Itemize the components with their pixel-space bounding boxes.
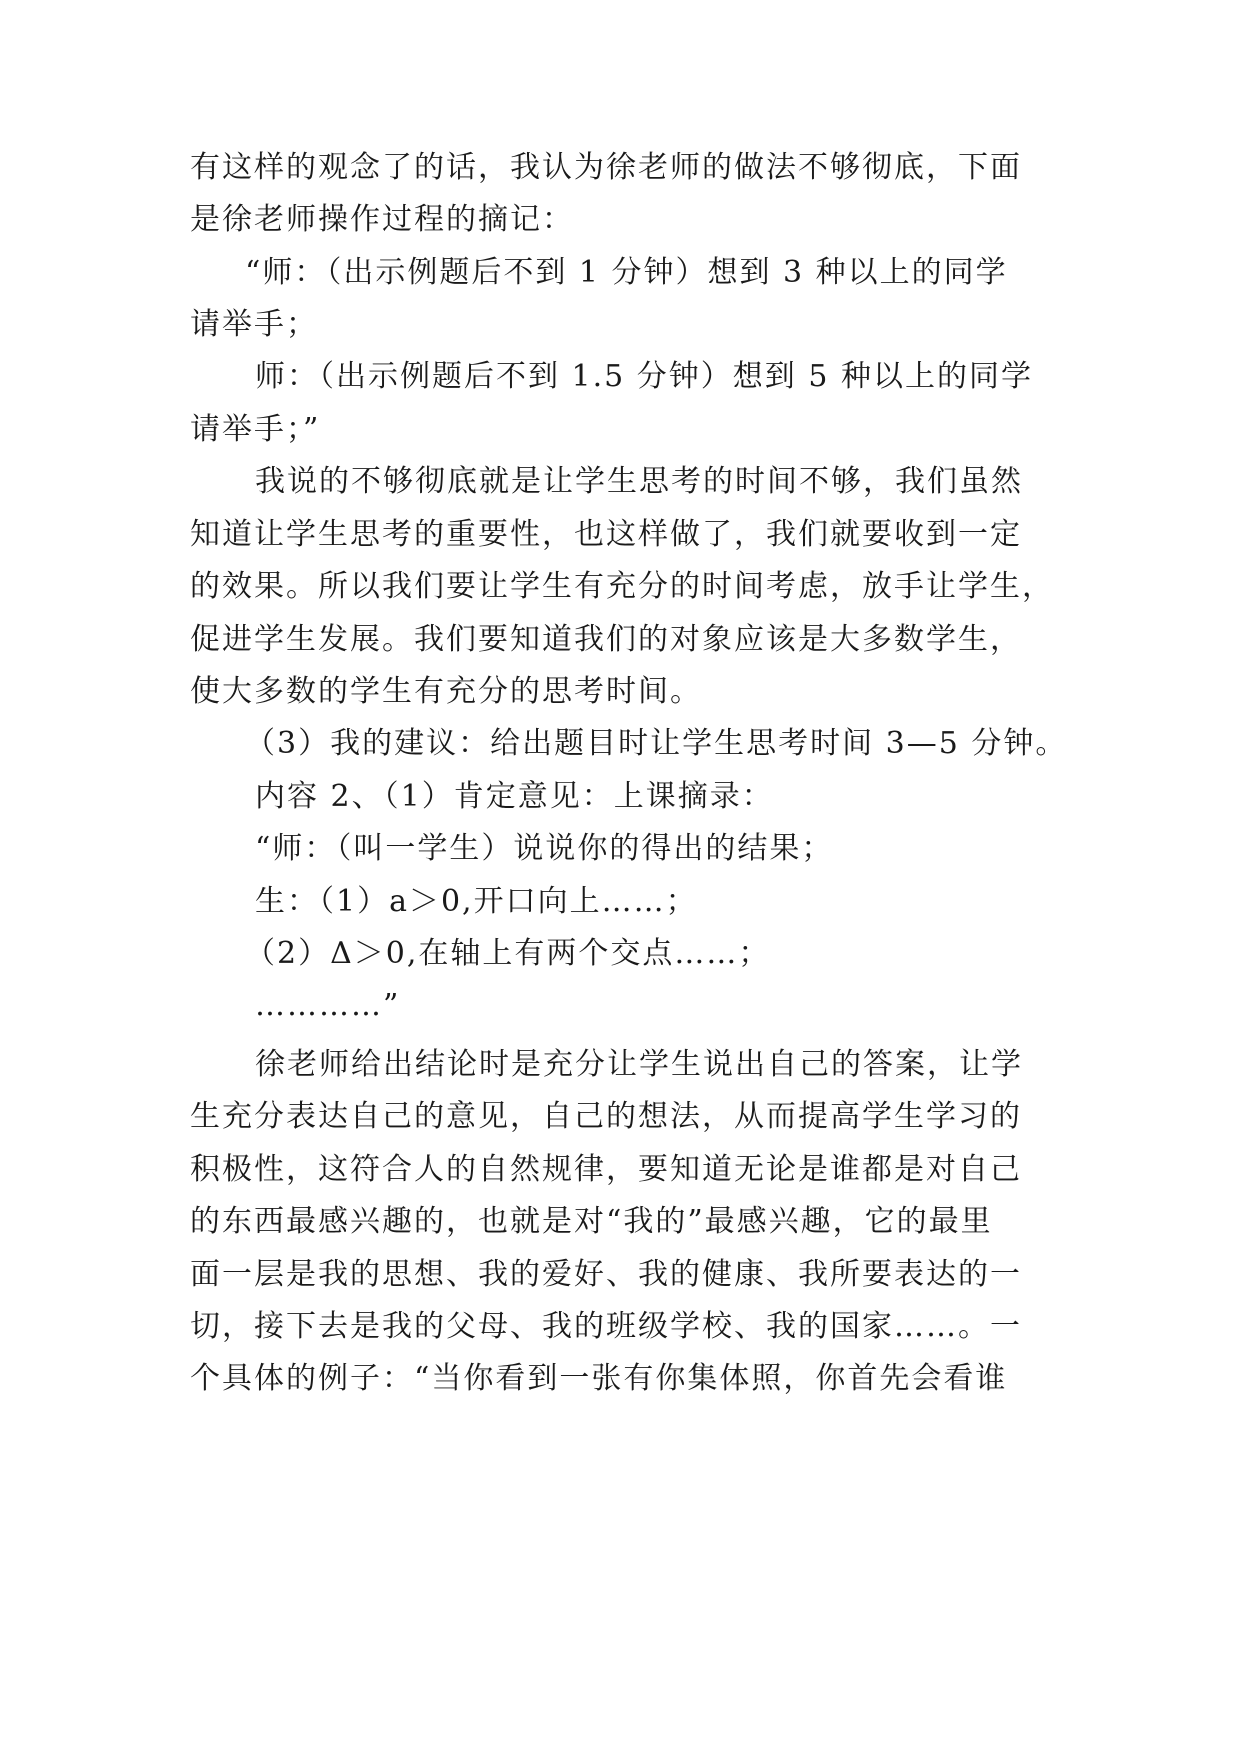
text-line: 切，接下去是我的父母、我的班级学校、我的国家……。一 [190,1309,1022,1344]
text-line: “师：（出示例题后不到 1 分钟）想到 3 种以上的同学 [245,255,1008,290]
text-line: 个具体的例子：“当你看到一张有你集体照，你首先会看谁 [190,1361,1008,1396]
text-line: （2）Δ＞0,在轴上有两个交点……； [245,936,771,971]
text-line: 有这样的观念了的话，我认为徐老师的做法不够彻底，下面 [190,150,1022,185]
text-line: 积极性，这符合人的自然规律，要知道无论是谁都是对自己 [190,1152,1022,1187]
text-line: 面一层是我的思想、我的爱好、我的健康、我所要表达的一 [190,1257,1022,1292]
text-line: 的东西最感兴趣的，也就是对“我的”最感兴趣，它的最里 [190,1204,993,1239]
text-line: …………” [255,988,401,1023]
text-line: 知道让学生思考的重要性，也这样做了，我们就要收到一定 [190,517,1022,552]
text-line: “师：（叫一学生）说说你的得出的结果； [255,831,834,866]
text-line: 促进学生发展。我们要知道我们的对象应该是大多数学生， [190,622,1022,657]
text-line: 是徐老师操作过程的摘记： [190,202,574,237]
text-line: 的效果。所以我们要让学生有充分的时间考虑，放手让学生， [190,569,1054,604]
text-line: 我说的不够彻底就是让学生思考的时间不够，我们虽然 [255,464,1023,499]
text-line: 请举手；” [190,412,321,447]
text-line: （3）我的建议：给出题目时让学生思考时间 3—5 分钟。 [245,726,1068,761]
text-line: 生：（1）a＞0,开口向上……； [255,884,698,919]
text-line: 师：（出示例题后不到 1.5 分钟）想到 5 种以上的同学 [255,359,1033,394]
text-line: 使大多数的学生有充分的思考时间。 [190,674,702,709]
text-line: 徐老师给出结论时是充分让学生说出自己的答案，让学 [255,1047,1023,1082]
text-line: 请举手； [190,307,318,342]
text-line: 内容 2、（1）肯定意见：上课摘录： [255,779,774,814]
text-line: 生充分表达自己的意见，自己的想法，从而提高学生学习的 [190,1099,1022,1134]
